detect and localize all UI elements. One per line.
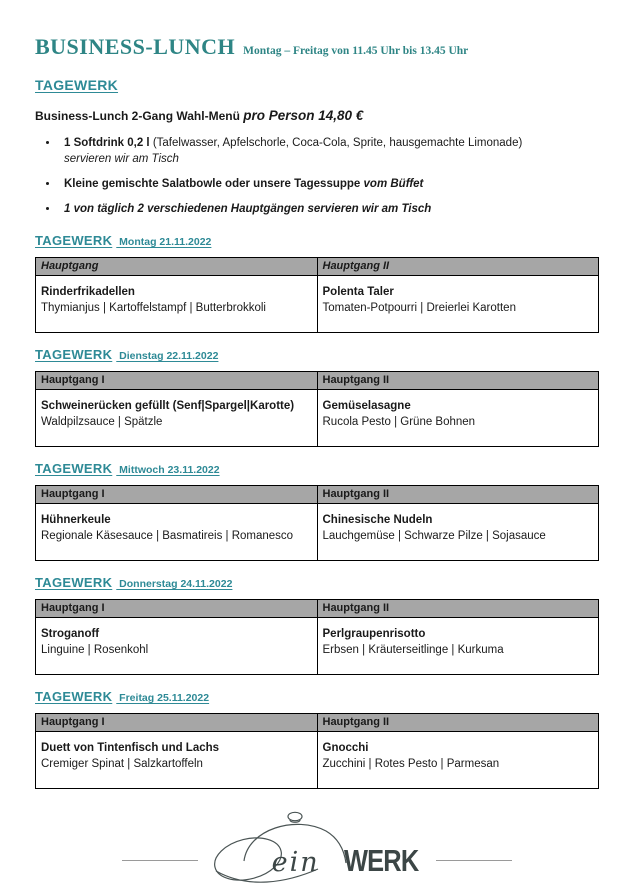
day-menu-table [35, 599, 599, 675]
logo-script-text: ein [271, 847, 320, 878]
dish-sides: Rucola Pesto | Grüne Bohnen [322, 416, 476, 428]
table-header-hauptgang-2: Hauptgang II [317, 600, 599, 618]
dish-name: Duett von Tintenfisch und Lachs [41, 742, 220, 754]
cloche-icon [200, 809, 350, 885]
menu-cell-2 [317, 390, 599, 447]
day-heading-title: TAGEWERK [35, 347, 113, 362]
day-heading-date: Freitag 25.11.2022 [116, 692, 210, 704]
logo-left-rule [122, 860, 198, 861]
table-header-hauptgang-1: Hauptgang I [36, 372, 318, 390]
title-row [35, 34, 599, 60]
dish-sides: Cremiger Spinat | Salzkartoffeln [41, 758, 203, 770]
bullet-list [59, 135, 599, 217]
day-section [35, 232, 599, 333]
menu-cell-1 [36, 390, 318, 447]
day-section [35, 688, 599, 789]
dish-sides: Zucchini | Rotes Pesto | Parmesan [322, 758, 500, 770]
table-header-hauptgang-1: Hauptgang I [36, 714, 318, 732]
day-heading-date: Montag 21.11.2022 [116, 236, 212, 248]
bullet-item [59, 201, 599, 217]
dish-name: Stroganoff [41, 628, 100, 640]
day-heading-title: TAGEWERK [35, 233, 113, 248]
dish-sides: Regionale Käsesauce | Basmatireis | Romanesco [41, 530, 294, 542]
table-header-hauptgang-2: Hauptgang II [317, 258, 599, 276]
day-menu-table [35, 713, 599, 789]
menu-line-name: Business-Lunch 2-Gang Wahl-Menü [35, 109, 244, 123]
menu-cell-2 [317, 504, 599, 561]
menu-price-line [35, 108, 599, 123]
bullet-text-segment: 1 von täglich 2 verschiedenen Hauptgängen servieren wir am Tisch [64, 203, 432, 215]
day-heading-date: Mittwoch 23.11.2022 [116, 464, 220, 476]
dish-name: Schweinerücken gefüllt (Senf|Spargel|Karotte) [41, 400, 295, 412]
footer-logo-row [35, 809, 599, 885]
menu-cell-1 [36, 276, 318, 333]
days-container [35, 232, 599, 789]
day-heading [35, 688, 209, 706]
bullet-text-segment: 1 Softdrink 0,2 l [64, 137, 150, 149]
bullet-item [59, 176, 599, 192]
dish-sides: Erbsen | Kräuterseitlinge | Kurkuma [322, 644, 504, 656]
day-heading-title: TAGEWERK [35, 575, 113, 590]
dish-name: Rinderfrikadellen [41, 286, 135, 298]
day-section [35, 460, 599, 561]
day-heading [35, 346, 218, 364]
logo-right-rule [436, 860, 512, 861]
menu-cell-1 [36, 504, 318, 561]
table-header-hauptgang-1: Hauptgang [36, 258, 318, 276]
table-header-hauptgang-2: Hauptgang II [317, 372, 599, 390]
day-heading-title: TAGEWERK [35, 689, 113, 704]
day-section [35, 574, 599, 675]
dish-name: Polenta Taler [322, 286, 394, 298]
dish-name: Gnocchi [322, 742, 369, 754]
day-menu-table [35, 485, 599, 561]
dish-sides: Waldpilzsauce | Spätzle [41, 416, 163, 428]
dish-name: Perlgraupenrisotto [322, 628, 426, 640]
menu-cell-2 [317, 732, 599, 789]
bullet-text-segment: vom Büffet [363, 178, 424, 190]
menu-cell-1 [36, 618, 318, 675]
table-header-hauptgang-1: Hauptgang I [36, 486, 318, 504]
logo-bold-text: WERK [343, 843, 419, 878]
intro-heading-tagewerk: TAGEWERK [35, 77, 119, 93]
day-menu-table [35, 371, 599, 447]
day-section [35, 346, 599, 447]
table-header-hauptgang-2: Hauptgang II [317, 486, 599, 504]
bullet-text-segment: Kleine gemischte Salatbowle oder unsere Tagessuppe [64, 178, 364, 190]
page-title: BUSINESS-LUNCH [35, 34, 236, 59]
day-menu-table [35, 257, 599, 333]
bullet-text-segment: servieren wir am Tisch [64, 153, 179, 165]
dish-name: Hühnerkeule [41, 514, 111, 526]
menu-cell-2 [317, 276, 599, 333]
page-subtitle: Montag – Freitag von 11.45 Uhr bis 13.45 Uhr [243, 45, 469, 57]
day-heading [35, 232, 211, 250]
day-heading-date: Donnerstag 24.11.2022 [116, 578, 233, 590]
dish-sides: Linguine | Rosenkohl [41, 644, 149, 656]
dish-name: Gemüselasagne [322, 400, 411, 412]
dish-name: Chinesische Nudeln [322, 514, 433, 526]
day-heading-title: TAGEWERK [35, 461, 113, 476]
menu-cell-2 [317, 618, 599, 675]
dish-sides: Lauchgemüse | Schwarze Pilze | Sojasauce [322, 530, 546, 542]
table-header-hauptgang-2: Hauptgang II [317, 714, 599, 732]
bullet-item [59, 135, 599, 167]
bullet-text-segment: (Tafelwasser, Apfelschorle, Coca-Cola, Sprite, hausgemachte Limonade) [149, 137, 523, 149]
menu-line-price: pro Person 14,80 € [243, 108, 364, 123]
day-heading [35, 460, 220, 478]
feinwerk-logo [200, 809, 435, 885]
dish-sides: Tomaten-Potpourri | Dreierlei Karotten [322, 302, 516, 314]
day-heading-date: Dienstag 22.11.2022 [116, 350, 219, 362]
day-heading [35, 574, 232, 592]
dish-sides: Thymianjus | Kartoffelstampf | Butterbrokkoli [41, 302, 266, 314]
menu-cell-1 [36, 732, 318, 789]
table-header-hauptgang-1: Hauptgang I [36, 600, 318, 618]
